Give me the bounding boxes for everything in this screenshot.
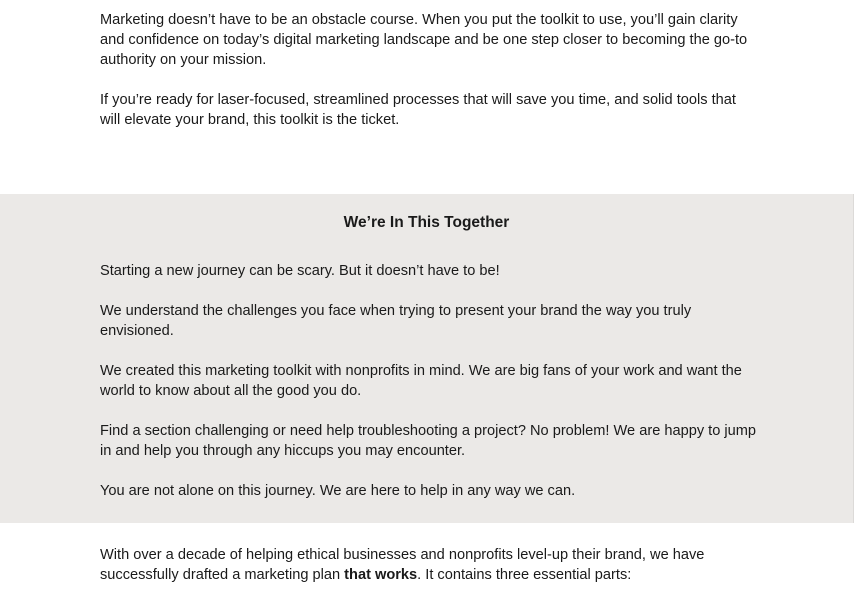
outro-text-after: . It contains three essential parts:	[417, 567, 632, 583]
together-paragraph-2: We understand the challenges you face when trying to present your brand the way you truly envisioned.	[100, 303, 692, 339]
outro-bold-emphasis: that works	[344, 567, 418, 583]
together-paragraph-3: We created this marketing toolkit with nonprofits in mind. We are big fans of your work and want the world to know about all the good you do.	[100, 363, 742, 399]
together-body	[100, 261, 765, 501]
together-paragraph-5: You are not alone on this journey. We are here to help in any way we can.	[100, 483, 576, 499]
together-section	[0, 194, 854, 523]
intro-section	[100, 10, 760, 130]
outro-paragraph	[100, 545, 765, 585]
intro-paragraph-2: If you’re ready for laser-focused, streamlined processes that will save you time, and solid tools that will elevate your brand, this toolkit is the ticket.	[100, 92, 736, 128]
together-paragraph-1: Starting a new journey can be scary. But it doesn’t have to be!	[100, 263, 500, 279]
outro-text-before: With over a decade of helping ethical businesses and nonprofits level-up their brand, we have successfully drafted a marketing plan	[100, 547, 705, 583]
outro-section	[100, 545, 765, 585]
section-heading: We’re In This Together	[343, 214, 510, 231]
together-paragraph-4: Find a section challenging or need help troubleshooting a project? No problem! We are happy to jump in and help you through any hiccups you may encounter.	[100, 423, 757, 459]
intro-paragraph-1: Marketing doesn’t have to be an obstacle course. When you put the toolkit to use, you’ll gain clarity and confidence on today’s digital marketing landscape and be one step closer to becoming the go-to authority on your mission.	[100, 12, 748, 68]
